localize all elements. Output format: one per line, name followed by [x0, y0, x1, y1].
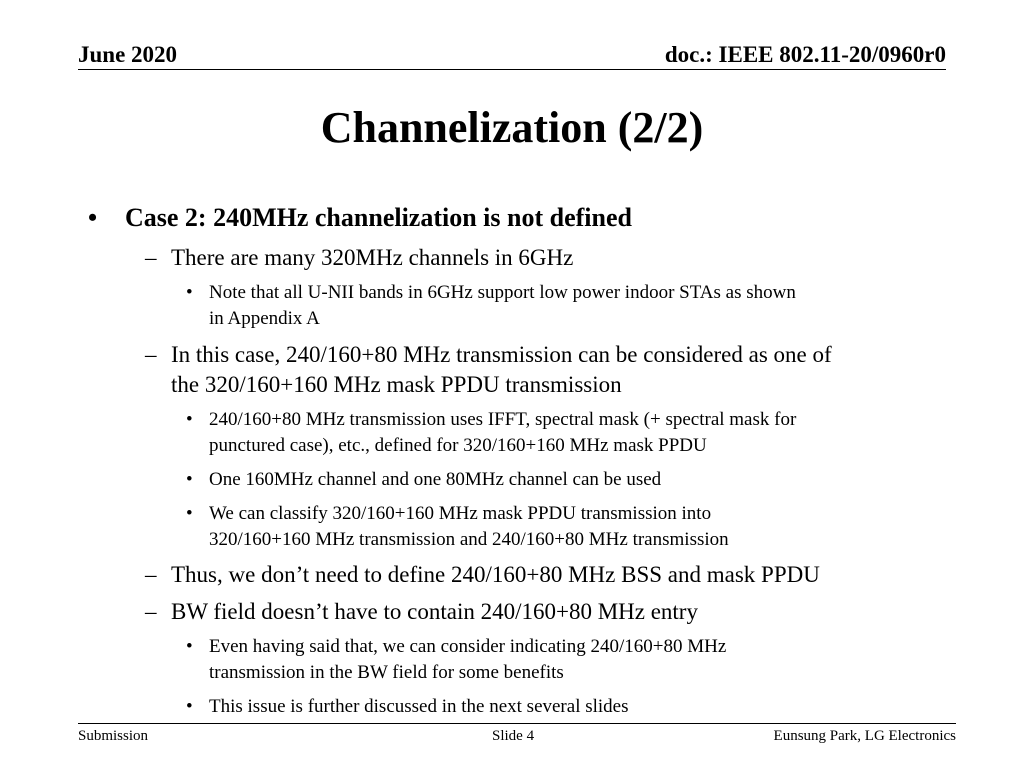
bullet-marker: • — [186, 636, 193, 657]
bullet-marker: – — [145, 342, 157, 367]
bullet-marker: • — [186, 503, 193, 524]
bullet-l3: 240/160+80 MHz transmission uses IFFT, spectral mask (+ spectral mask for — [209, 409, 797, 430]
bullet-l2: In this case, 240/160+80 MHz transmission can be considered as one of — [171, 342, 832, 367]
bullet-marker: • — [186, 696, 193, 717]
bullet-l3: Note that all U-NII bands in 6GHz support low power indoor STAs as shown — [209, 282, 796, 303]
bullet-l3: We can classify 320/160+160 MHz mask PPDU transmission into — [209, 503, 712, 524]
footer-rule — [78, 723, 956, 724]
header-date: June 2020 — [78, 42, 178, 67]
bullet-l2-cont: the 320/160+160 MHz mask PPDU transmission — [171, 372, 622, 397]
bullet-l2: Thus, we don’t need to define 240/160+80 MHz BSS and mask PPDU — [171, 562, 820, 587]
bullet-l3: Even having said that, we can consider indicating 240/160+80 MHz — [209, 636, 727, 657]
bullet-l3-cont: in Appendix A — [209, 308, 320, 329]
bullet-marker: • — [88, 203, 98, 232]
header-rule — [78, 69, 946, 70]
footer-slide-number: Slide 4 — [492, 728, 535, 744]
bullet-l3: This issue is further discussed in the next several slides — [209, 696, 629, 717]
slide-title: Channelization (2/2) — [320, 103, 704, 152]
bullet-l3: One 160MHz channel and one 80MHz channel can be used — [209, 469, 662, 490]
bullet-l2: There are many 320MHz channels in 6GHz — [171, 245, 574, 270]
bullet-marker: – — [145, 562, 157, 587]
bullet-l3-cont: transmission in the BW field for some benefits — [209, 662, 564, 683]
bullet-l3-cont: punctured case), etc., defined for 320/160+160 MHz mask PPDU — [209, 435, 707, 456]
bullet-marker: – — [145, 245, 157, 270]
bullet-l1: Case 2: 240MHz channelization is not defined — [125, 203, 632, 232]
bullet-l2: BW field doesn’t have to contain 240/160+80 MHz entry — [171, 599, 698, 624]
header-doc-id: doc.: IEEE 802.11-20/0960r0 — [664, 42, 946, 67]
bullet-marker: • — [186, 282, 193, 303]
bullet-l3-cont: 320/160+160 MHz transmission and 240/160+80 MHz transmission — [209, 529, 729, 550]
bullet-marker: • — [186, 469, 193, 490]
bullet-marker: – — [145, 599, 157, 624]
footer-submission: Submission — [78, 728, 149, 744]
footer-author: Eunsung Park, LG Electronics — [773, 728, 956, 744]
bullet-marker: • — [186, 409, 193, 430]
